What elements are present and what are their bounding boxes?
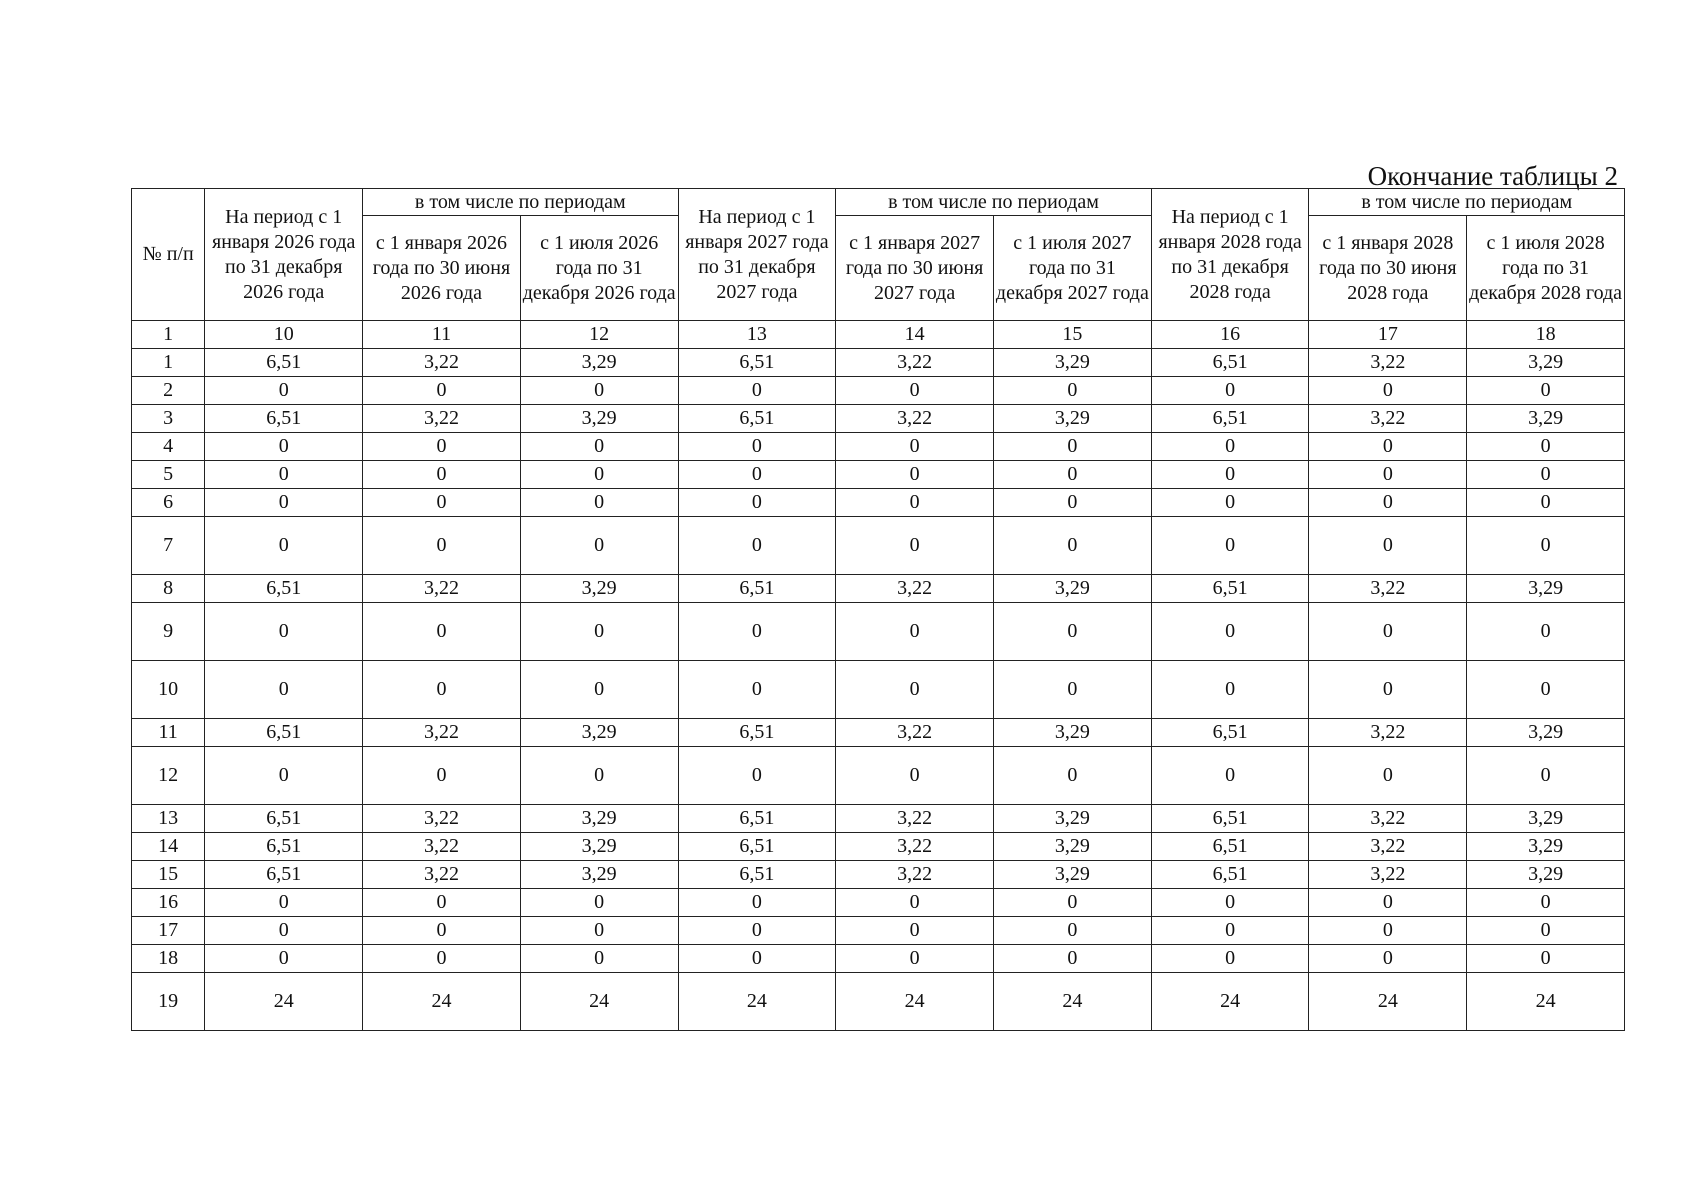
table-caption: Окончание таблицы 2 [1367,161,1618,191]
value-cell: 0 [520,433,678,461]
column-number: 15 [994,321,1152,349]
header-subgroup-2028: в том числе по периодам [1309,189,1625,216]
value-cell: 0 [1309,377,1467,405]
value-cell: 0 [363,461,521,489]
column-number: 18 [1467,321,1625,349]
row-number-cell: 2 [132,377,205,405]
header-h1-2027: с 1 января 2027 года по 30 июня 2027 года [836,216,994,321]
value-cell: 0 [1151,917,1309,945]
value-cell: 6,51 [205,805,363,833]
table-row [132,489,1625,517]
value-cell: 0 [678,603,836,661]
row-number-cell: 3 [132,405,205,433]
value-cell: 3,22 [836,719,994,747]
value-cell: 0 [994,377,1152,405]
value-cell: 3,22 [1309,405,1467,433]
value-cell: 0 [1467,603,1625,661]
value-cell: 0 [836,517,994,575]
value-cell: 0 [363,377,521,405]
value-cell: 0 [205,661,363,719]
value-cell: 0 [520,945,678,973]
value-cell: 3,22 [836,833,994,861]
table-row [132,575,1625,603]
value-cell: 6,51 [1151,405,1309,433]
value-cell: 24 [836,973,994,1031]
value-cell: 3,29 [994,405,1152,433]
table-row [132,603,1625,661]
value-cell: 6,51 [678,575,836,603]
table-row [132,861,1625,889]
row-number-cell: 1 [132,349,205,377]
row-number-cell: 12 [132,747,205,805]
value-cell: 0 [1151,747,1309,805]
value-cell: 0 [1309,945,1467,973]
value-cell: 0 [678,489,836,517]
table-row [132,517,1625,575]
value-cell: 0 [1309,517,1467,575]
table-row [132,889,1625,917]
value-cell: 0 [994,461,1152,489]
value-cell: 6,51 [678,719,836,747]
value-cell: 0 [994,603,1152,661]
value-cell: 3,29 [994,575,1152,603]
header-h2-2027: с 1 июля 2027 года по 31 декабря 2027 года [994,216,1152,321]
row-number-cell: 16 [132,889,205,917]
value-cell: 0 [1467,377,1625,405]
row-number-cell: 18 [132,945,205,973]
value-cell: 0 [1151,433,1309,461]
value-cell: 0 [678,433,836,461]
value-cell: 0 [205,889,363,917]
header-num: № п/п [132,189,205,321]
value-cell: 6,51 [1151,833,1309,861]
value-cell: 24 [1309,973,1467,1031]
value-cell: 6,51 [205,575,363,603]
value-cell: 3,29 [1467,805,1625,833]
row-number-cell: 6 [132,489,205,517]
header-h1-2026: с 1 января 2026 года по 30 июня 2026 года [363,216,521,321]
value-cell: 3,22 [363,349,521,377]
header-subgroup-2027: в том числе по периодам [836,189,1151,216]
value-cell: 0 [363,489,521,517]
value-cell: 0 [363,889,521,917]
value-cell: 0 [205,489,363,517]
value-cell: 0 [1309,889,1467,917]
value-cell: 3,22 [1309,575,1467,603]
value-cell: 0 [1309,489,1467,517]
header-period-2027: На период с 1 января 2027 года по 31 декабря 2027 года [678,189,836,321]
header-subgroup-2026: в том числе по периодам [363,189,678,216]
value-cell: 0 [1151,603,1309,661]
value-cell: 0 [678,747,836,805]
value-cell: 3,22 [363,719,521,747]
row-number-cell: 13 [132,805,205,833]
column-number: 1 [132,321,205,349]
row-number-cell: 7 [132,517,205,575]
value-cell: 0 [1151,461,1309,489]
value-cell: 6,51 [678,805,836,833]
value-cell: 3,29 [1467,575,1625,603]
value-cell: 0 [1467,945,1625,973]
value-cell: 0 [1467,517,1625,575]
value-cell: 0 [1151,945,1309,973]
value-cell: 0 [994,889,1152,917]
header-h2-2028: с 1 июля 2028 года по 31 декабря 2028 года [1467,216,1625,321]
value-cell: 0 [994,517,1152,575]
value-cell: 6,51 [1151,719,1309,747]
value-cell: 6,51 [1151,575,1309,603]
table-row [132,917,1625,945]
value-cell: 6,51 [678,349,836,377]
value-cell: 0 [1467,489,1625,517]
value-cell: 0 [678,517,836,575]
value-cell: 0 [520,917,678,945]
column-number: 17 [1309,321,1467,349]
row-number-cell: 15 [132,861,205,889]
value-cell: 0 [678,461,836,489]
data-table [131,188,1625,1031]
column-number: 16 [1151,321,1309,349]
value-cell: 0 [1467,433,1625,461]
value-cell: 3,22 [836,405,994,433]
value-cell: 3,22 [836,349,994,377]
value-cell: 3,29 [1467,349,1625,377]
value-cell: 0 [363,945,521,973]
value-cell: 6,51 [205,405,363,433]
value-cell: 0 [363,517,521,575]
header-h1-2028: с 1 января 2028 года по 30 июня 2028 года [1309,216,1467,321]
table-row [132,461,1625,489]
value-cell: 0 [520,747,678,805]
value-cell: 24 [678,973,836,1031]
value-cell: 0 [678,889,836,917]
value-cell: 0 [1467,461,1625,489]
table-row [132,349,1625,377]
value-cell: 24 [520,973,678,1031]
value-cell: 3,22 [1309,719,1467,747]
value-cell: 0 [994,747,1152,805]
row-number-cell: 11 [132,719,205,747]
value-cell: 0 [1151,889,1309,917]
column-number: 10 [205,321,363,349]
value-cell: 3,22 [363,861,521,889]
value-cell: 6,51 [1151,861,1309,889]
value-cell: 3,22 [363,405,521,433]
value-cell: 3,29 [1467,833,1625,861]
value-cell: 0 [994,917,1152,945]
value-cell: 0 [363,603,521,661]
table-row [132,833,1625,861]
value-cell: 3,22 [363,833,521,861]
value-cell: 0 [836,661,994,719]
value-cell: 0 [1467,889,1625,917]
value-cell: 0 [836,889,994,917]
value-cell: 24 [363,973,521,1031]
value-cell: 0 [1309,661,1467,719]
table-row [132,945,1625,973]
table-row [132,747,1625,805]
value-cell: 0 [205,461,363,489]
value-cell: 6,51 [1151,349,1309,377]
value-cell: 0 [1151,517,1309,575]
value-cell: 0 [205,747,363,805]
value-cell: 6,51 [205,833,363,861]
value-cell: 3,29 [1467,861,1625,889]
value-cell: 3,29 [994,833,1152,861]
value-cell: 0 [1151,377,1309,405]
value-cell: 3,29 [520,405,678,433]
row-number-cell: 17 [132,917,205,945]
table-row [132,433,1625,461]
value-cell: 0 [1309,433,1467,461]
value-cell: 0 [363,661,521,719]
value-cell: 0 [363,747,521,805]
value-cell: 0 [836,917,994,945]
value-cell: 0 [205,917,363,945]
value-cell: 3,22 [1309,805,1467,833]
row-number-cell: 4 [132,433,205,461]
value-cell: 3,22 [836,861,994,889]
value-cell: 0 [1151,661,1309,719]
header-period-2026: На период с 1 января 2026 года по 31 декабря 2026 года [205,189,363,321]
value-cell: 24 [205,973,363,1031]
value-cell: 0 [836,461,994,489]
value-cell: 0 [678,917,836,945]
value-cell: 3,29 [520,805,678,833]
value-cell: 24 [1467,973,1625,1031]
value-cell: 0 [836,377,994,405]
header-h2-2026: с 1 июля 2026 года по 31 декабря 2026 года [520,216,678,321]
value-cell: 3,29 [1467,405,1625,433]
value-cell: 0 [520,461,678,489]
value-cell: 3,29 [520,349,678,377]
row-number-cell: 5 [132,461,205,489]
value-cell: 0 [836,489,994,517]
value-cell: 3,29 [994,861,1152,889]
value-cell: 6,51 [678,405,836,433]
column-number-row [132,321,1625,349]
value-cell: 0 [678,945,836,973]
value-cell: 0 [678,661,836,719]
value-cell: 3,29 [520,861,678,889]
value-cell: 6,51 [205,349,363,377]
value-cell: 6,51 [1151,805,1309,833]
table-row [132,973,1625,1031]
value-cell: 3,29 [520,575,678,603]
value-cell: 3,29 [994,719,1152,747]
row-number-cell: 8 [132,575,205,603]
value-cell: 0 [1309,461,1467,489]
value-cell: 0 [1467,917,1625,945]
header-row-top [132,189,1625,216]
value-cell: 0 [994,489,1152,517]
row-number-cell: 10 [132,661,205,719]
table-row [132,405,1625,433]
value-cell: 0 [836,433,994,461]
column-number: 12 [520,321,678,349]
value-cell: 0 [1309,603,1467,661]
value-cell: 0 [836,747,994,805]
value-cell: 0 [836,603,994,661]
value-cell: 3,22 [363,805,521,833]
column-number: 11 [363,321,521,349]
table-row [132,719,1625,747]
value-cell: 0 [994,945,1152,973]
value-cell: 0 [836,945,994,973]
value-cell: 0 [363,917,521,945]
value-cell: 0 [205,377,363,405]
value-cell: 0 [1467,661,1625,719]
value-cell: 0 [520,377,678,405]
value-cell: 3,29 [994,349,1152,377]
value-cell: 0 [205,945,363,973]
value-cell: 0 [520,517,678,575]
row-number-cell: 19 [132,973,205,1031]
value-cell: 6,51 [678,833,836,861]
value-cell: 3,29 [520,719,678,747]
value-cell: 0 [678,377,836,405]
value-cell: 3,22 [836,805,994,833]
value-cell: 3,29 [994,805,1152,833]
header-period-2028: На период с 1 января 2028 года по 31 декабря 2028 года [1151,189,1309,321]
table-row [132,805,1625,833]
column-number: 13 [678,321,836,349]
value-cell: 0 [994,433,1152,461]
table-body [132,321,1625,1031]
value-cell: 0 [1467,747,1625,805]
value-cell: 3,29 [1467,719,1625,747]
value-cell: 0 [520,489,678,517]
value-cell: 0 [520,661,678,719]
value-cell: 3,22 [836,575,994,603]
row-number-cell: 14 [132,833,205,861]
value-cell: 3,22 [1309,861,1467,889]
value-cell: 0 [520,889,678,917]
table-row [132,377,1625,405]
value-cell: 0 [363,433,521,461]
value-cell: 3,22 [1309,833,1467,861]
value-cell: 3,22 [1309,349,1467,377]
column-number: 14 [836,321,994,349]
value-cell: 0 [1309,917,1467,945]
value-cell: 0 [205,433,363,461]
value-cell: 3,22 [363,575,521,603]
value-cell: 6,51 [205,719,363,747]
value-cell: 6,51 [678,861,836,889]
value-cell: 0 [1151,489,1309,517]
value-cell: 0 [994,661,1152,719]
row-number-cell: 9 [132,603,205,661]
value-cell: 0 [205,517,363,575]
value-cell: 0 [205,603,363,661]
table-row [132,661,1625,719]
value-cell: 24 [994,973,1152,1031]
value-cell: 0 [520,603,678,661]
value-cell: 24 [1151,973,1309,1031]
value-cell: 0 [1309,747,1467,805]
value-cell: 6,51 [205,861,363,889]
value-cell: 3,29 [520,833,678,861]
